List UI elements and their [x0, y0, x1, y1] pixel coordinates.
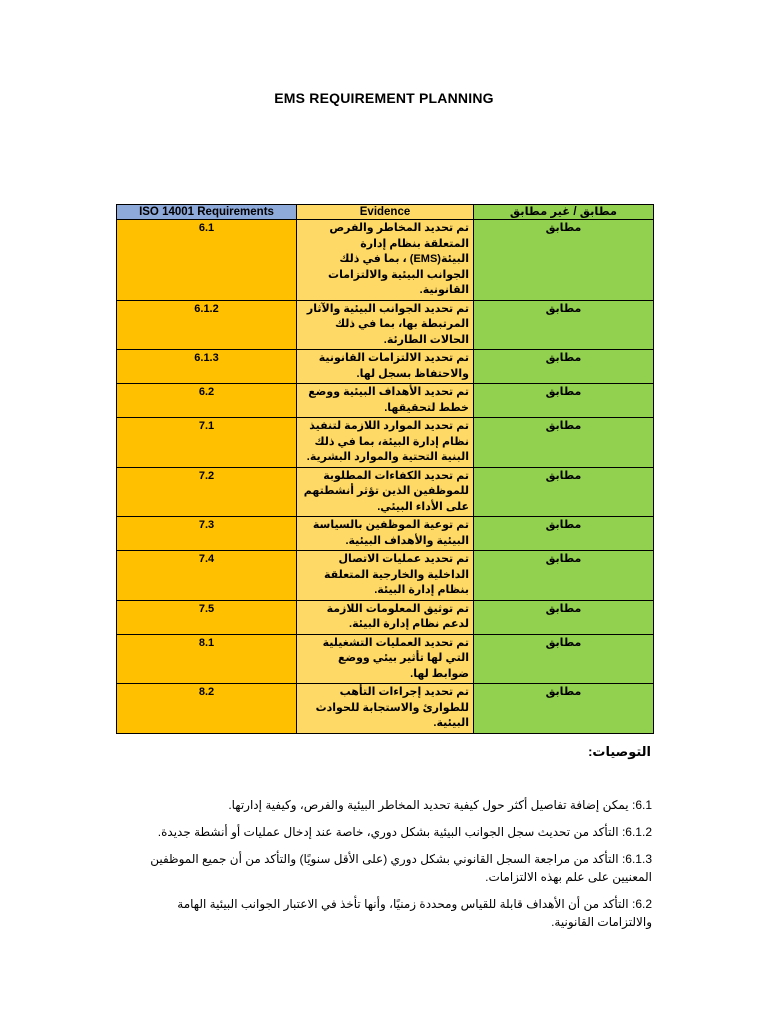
evidence-cell: تم تحديد الالتزامات القانونية والاحتفاظ بسجل لها. [297, 350, 474, 384]
evidence-cell: تم تحديد الجوانب البيئية والآثار المرتبطة بها، بما في ذلك الحالات الطارئة. [297, 300, 474, 350]
requirement-clause-cell: 7.4 [117, 551, 297, 601]
status-cell: مطابق [474, 684, 654, 734]
evidence-cell: تم تحديد عمليات الاتصال الداخلية والخارجية المتعلقة بنظام إدارة البيئة. [297, 551, 474, 601]
table-row [117, 384, 654, 418]
status-cell: مطابق [474, 551, 654, 601]
evidence-cell: تم تحديد الموارد اللازمة لتنفيذ نظام إدارة البيئة، بما في ذلك البنية التحتية والموارد البشرية. [297, 418, 474, 468]
recommendation-item: 6.1: يمكن إضافة تفاصيل أكثر حول كيفية تحديد المخاطر البيئية والفرص، وكيفية إدارتها. [228, 798, 652, 812]
evidence-cell: تم تحديد العمليات التشغيلية التي لها تأثير بيئي ووضع ضوابط لها. [297, 634, 474, 684]
status-cell: مطابق [474, 634, 654, 684]
table-row [117, 467, 654, 517]
evidence-cell: تم تحديد الأهداف البيئية ووضع خطط لتحقيقها. [297, 384, 474, 418]
recommendations-heading: التوصيات: [588, 744, 651, 759]
requirement-clause-cell: 8.1 [117, 634, 297, 684]
requirements-table [116, 204, 654, 734]
status-cell: مطابق [474, 517, 654, 551]
recommendation-item: 6.1.2: التأكد من تحديث سجل الجوانب البيئية بشكل دوري، خاصة عند إدخال عمليات أو أنشطة جديدة. [157, 825, 652, 839]
requirement-clause-cell: 6.1.2 [117, 300, 297, 350]
table-row [117, 517, 654, 551]
table-row [117, 418, 654, 468]
table-row [117, 300, 654, 350]
requirement-clause-cell: 8.2 [117, 684, 297, 734]
status-cell: مطابق [474, 350, 654, 384]
requirement-clause-cell: 7.3 [117, 517, 297, 551]
header-evidence: Evidence [297, 205, 474, 220]
requirement-clause-cell: 7.2 [117, 467, 297, 517]
requirement-clause-cell: 6.1.3 [117, 350, 297, 384]
requirement-clause-cell: 6.1 [117, 220, 297, 301]
evidence-cell: تم توعية الموظفين بالسياسة البيئية والأهداف البيئية. [297, 517, 474, 551]
requirement-clause-cell: 7.1 [117, 418, 297, 468]
recommendations-list [120, 796, 652, 940]
status-cell: مطابق [474, 300, 654, 350]
page-title: EMS REQUIREMENT PLANNING [274, 90, 494, 106]
table-header-row [117, 205, 654, 220]
header-iso-requirements: ISO 14001 Requirements [117, 205, 297, 220]
status-cell: مطابق [474, 384, 654, 418]
status-cell: مطابق [474, 220, 654, 301]
header-conformity-status: مطابق / غير مطابق [474, 205, 654, 220]
status-cell: مطابق [474, 418, 654, 468]
table-row [117, 220, 654, 301]
table-row [117, 600, 654, 634]
table-row [117, 551, 654, 601]
table-row [117, 350, 654, 384]
evidence-cell: تم تحديد الكفاءات المطلوبة للموظفين الذين تؤثر أنشطتهم على الأداء البيئي. [297, 467, 474, 517]
requirement-clause-cell: 6.2 [117, 384, 297, 418]
evidence-cell: تم تحديد إجراءات التأهب للطوارئ والاستجابة للحوادث البيئية. [297, 684, 474, 734]
status-cell: مطابق [474, 600, 654, 634]
requirement-clause-cell: 7.5 [117, 600, 297, 634]
table-row [117, 684, 654, 734]
recommendation-item: 6.2: التأكد من أن الأهداف قابلة للقياس ومحددة زمنيًا، وأنها تأخذ في الاعتبار الجوانب البيئية الهامة والالتزامات القانونية. [177, 897, 652, 929]
status-cell: مطابق [474, 467, 654, 517]
recommendation-item: 6.1.3: التأكد من مراجعة السجل القانوني بشكل دوري (على الأقل سنويًا) والتأكد من أن جميع الموظفين المعنيين على علم بهذه الالتزامات. [150, 852, 652, 884]
evidence-cell: تم تحديد المخاطر والفرص المتعلقة بنظام إدارة البيئة(EMS) ، بما في ذلك الجوانب البيئية والالتزامات القانونية. [297, 220, 474, 301]
table-row [117, 634, 654, 684]
evidence-cell: تم توثيق المعلومات اللازمة لدعم نظام إدارة البيئة. [297, 600, 474, 634]
requirements-table-body [117, 220, 654, 734]
